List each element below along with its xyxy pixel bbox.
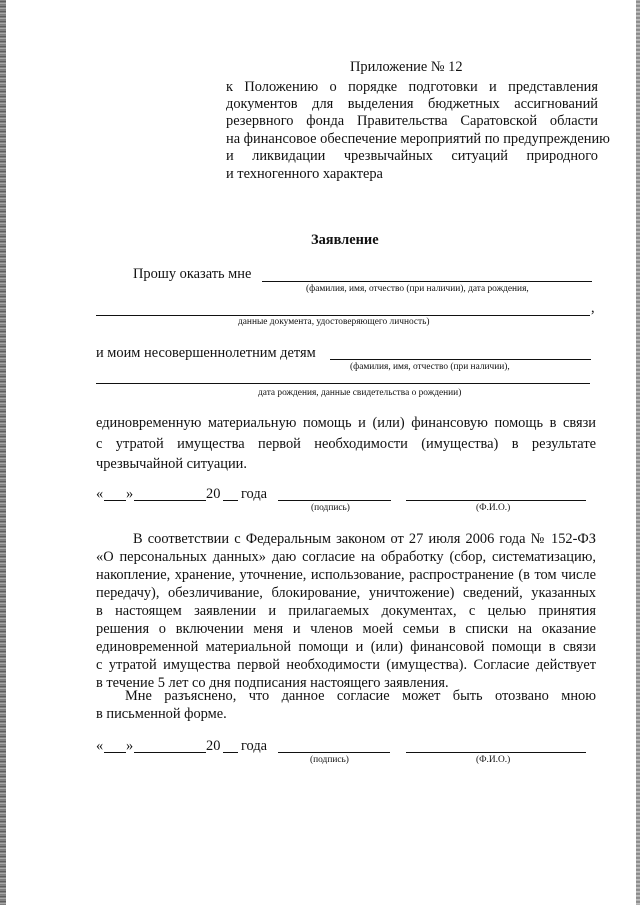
appendix-line: и ликвидации чрезвычайных ситуаций природного <box>226 148 598 164</box>
year-prefix: 20 <box>206 486 221 502</box>
children-hint: (фамилия, имя, отчество (при наличии), <box>350 362 510 372</box>
signature-field-line[interactable] <box>278 752 390 753</box>
date-open-quote: « <box>96 486 104 502</box>
appendix-title: Приложение № 12 <box>350 59 463 75</box>
date-close-quote: » <box>126 486 134 502</box>
children-document-hint: дата рождения, данные свидетельства о рождении) <box>258 388 462 398</box>
applicant-document-field-line[interactable] <box>96 315 590 316</box>
year-field-line[interactable] <box>223 500 238 501</box>
year-prefix: 20 <box>206 738 221 754</box>
date-open-quote: « <box>96 738 104 754</box>
scan-edge-right <box>636 0 640 905</box>
appendix-line: документов для выделения бюджетных ассигнований <box>226 96 598 112</box>
date-close-quote: » <box>126 738 134 754</box>
signature-hint: (подпись) <box>310 755 349 765</box>
appendix-line: на финансовое обеспечение мероприятий по предупреждению <box>226 131 610 147</box>
applicant-document-hint: данные документа, удостоверяющего личность) <box>238 317 430 327</box>
year-suffix: года <box>241 738 268 754</box>
month-field-line[interactable] <box>134 752 206 753</box>
consent-line: накопление, хранение, уточнение, использование, распространение (в том числе <box>96 567 596 583</box>
request-body-line: с утратой имущества первой необходимости (имущества) в результате <box>96 436 596 452</box>
consent-line: единовременной материальной помощи и (или) финансовой помощи в связи <box>96 639 596 655</box>
consent-line: с утратой имущества первой необходимости (имущества). Согласие действует <box>96 657 596 673</box>
full-name-field-line[interactable] <box>406 500 586 501</box>
appendix-line: резервного фонда Правительства Саратовской области <box>226 113 598 129</box>
consent-line: решения о включении меня и членов моей семьи в списки на оказание <box>96 621 596 637</box>
signature-hint: (подпись) <box>311 503 350 513</box>
applicant-field-line[interactable] <box>262 281 592 282</box>
trailing-comma: , <box>591 300 595 316</box>
year-suffix: года <box>241 486 268 502</box>
applicant-hint: (фамилия, имя, отчество (при наличии), дата рождения, <box>306 284 529 294</box>
consent-line: В соответствии с Федеральным законом от 27 июля 2006 года № 152-ФЗ <box>133 531 596 547</box>
consent-line: в течение 5 лет со дня подписания настоящего заявления. <box>96 675 449 691</box>
consent-line: в настоящем заявлении и прилагаемых документах, с целью принятия <box>96 603 596 619</box>
consent-line: передачу), обезличивание, блокирование, уничтожение) сведений, указанных <box>96 585 596 601</box>
revocable-line: Мне разъяснено, что данное согласие может быть отозвано мною <box>125 688 596 704</box>
appendix-line: и техногенного характера <box>226 166 383 182</box>
children-document-field-line[interactable] <box>96 383 590 384</box>
request-body-line: чрезвычайной ситуации. <box>96 456 247 472</box>
appendix-line: к Положению о порядке подготовки и представления <box>226 79 598 95</box>
month-field-line[interactable] <box>134 500 206 501</box>
children-field-line[interactable] <box>330 359 591 360</box>
request-body-line: единовременную материальную помощь и (или) финансовую помощь в связи <box>96 415 596 431</box>
day-field-line[interactable] <box>104 752 126 753</box>
revocable-line: в письменной форме. <box>96 706 227 722</box>
full-name-hint: (Ф.И.О.) <box>476 503 511 513</box>
consent-line: «О персональных данных» даю согласие на обработку (сбор, систематизацию, <box>96 549 596 565</box>
full-name-hint: (Ф.И.О.) <box>476 755 511 765</box>
year-field-line[interactable] <box>223 752 238 753</box>
children-intro: и моим несовершеннолетним детям <box>96 345 316 361</box>
day-field-line[interactable] <box>104 500 126 501</box>
document-heading: Заявление <box>311 232 379 248</box>
scan-edge-left <box>0 0 6 905</box>
full-name-field-line[interactable] <box>406 752 586 753</box>
signature-field-line[interactable] <box>278 500 391 501</box>
request-intro: Прошу оказать мне <box>133 266 252 282</box>
